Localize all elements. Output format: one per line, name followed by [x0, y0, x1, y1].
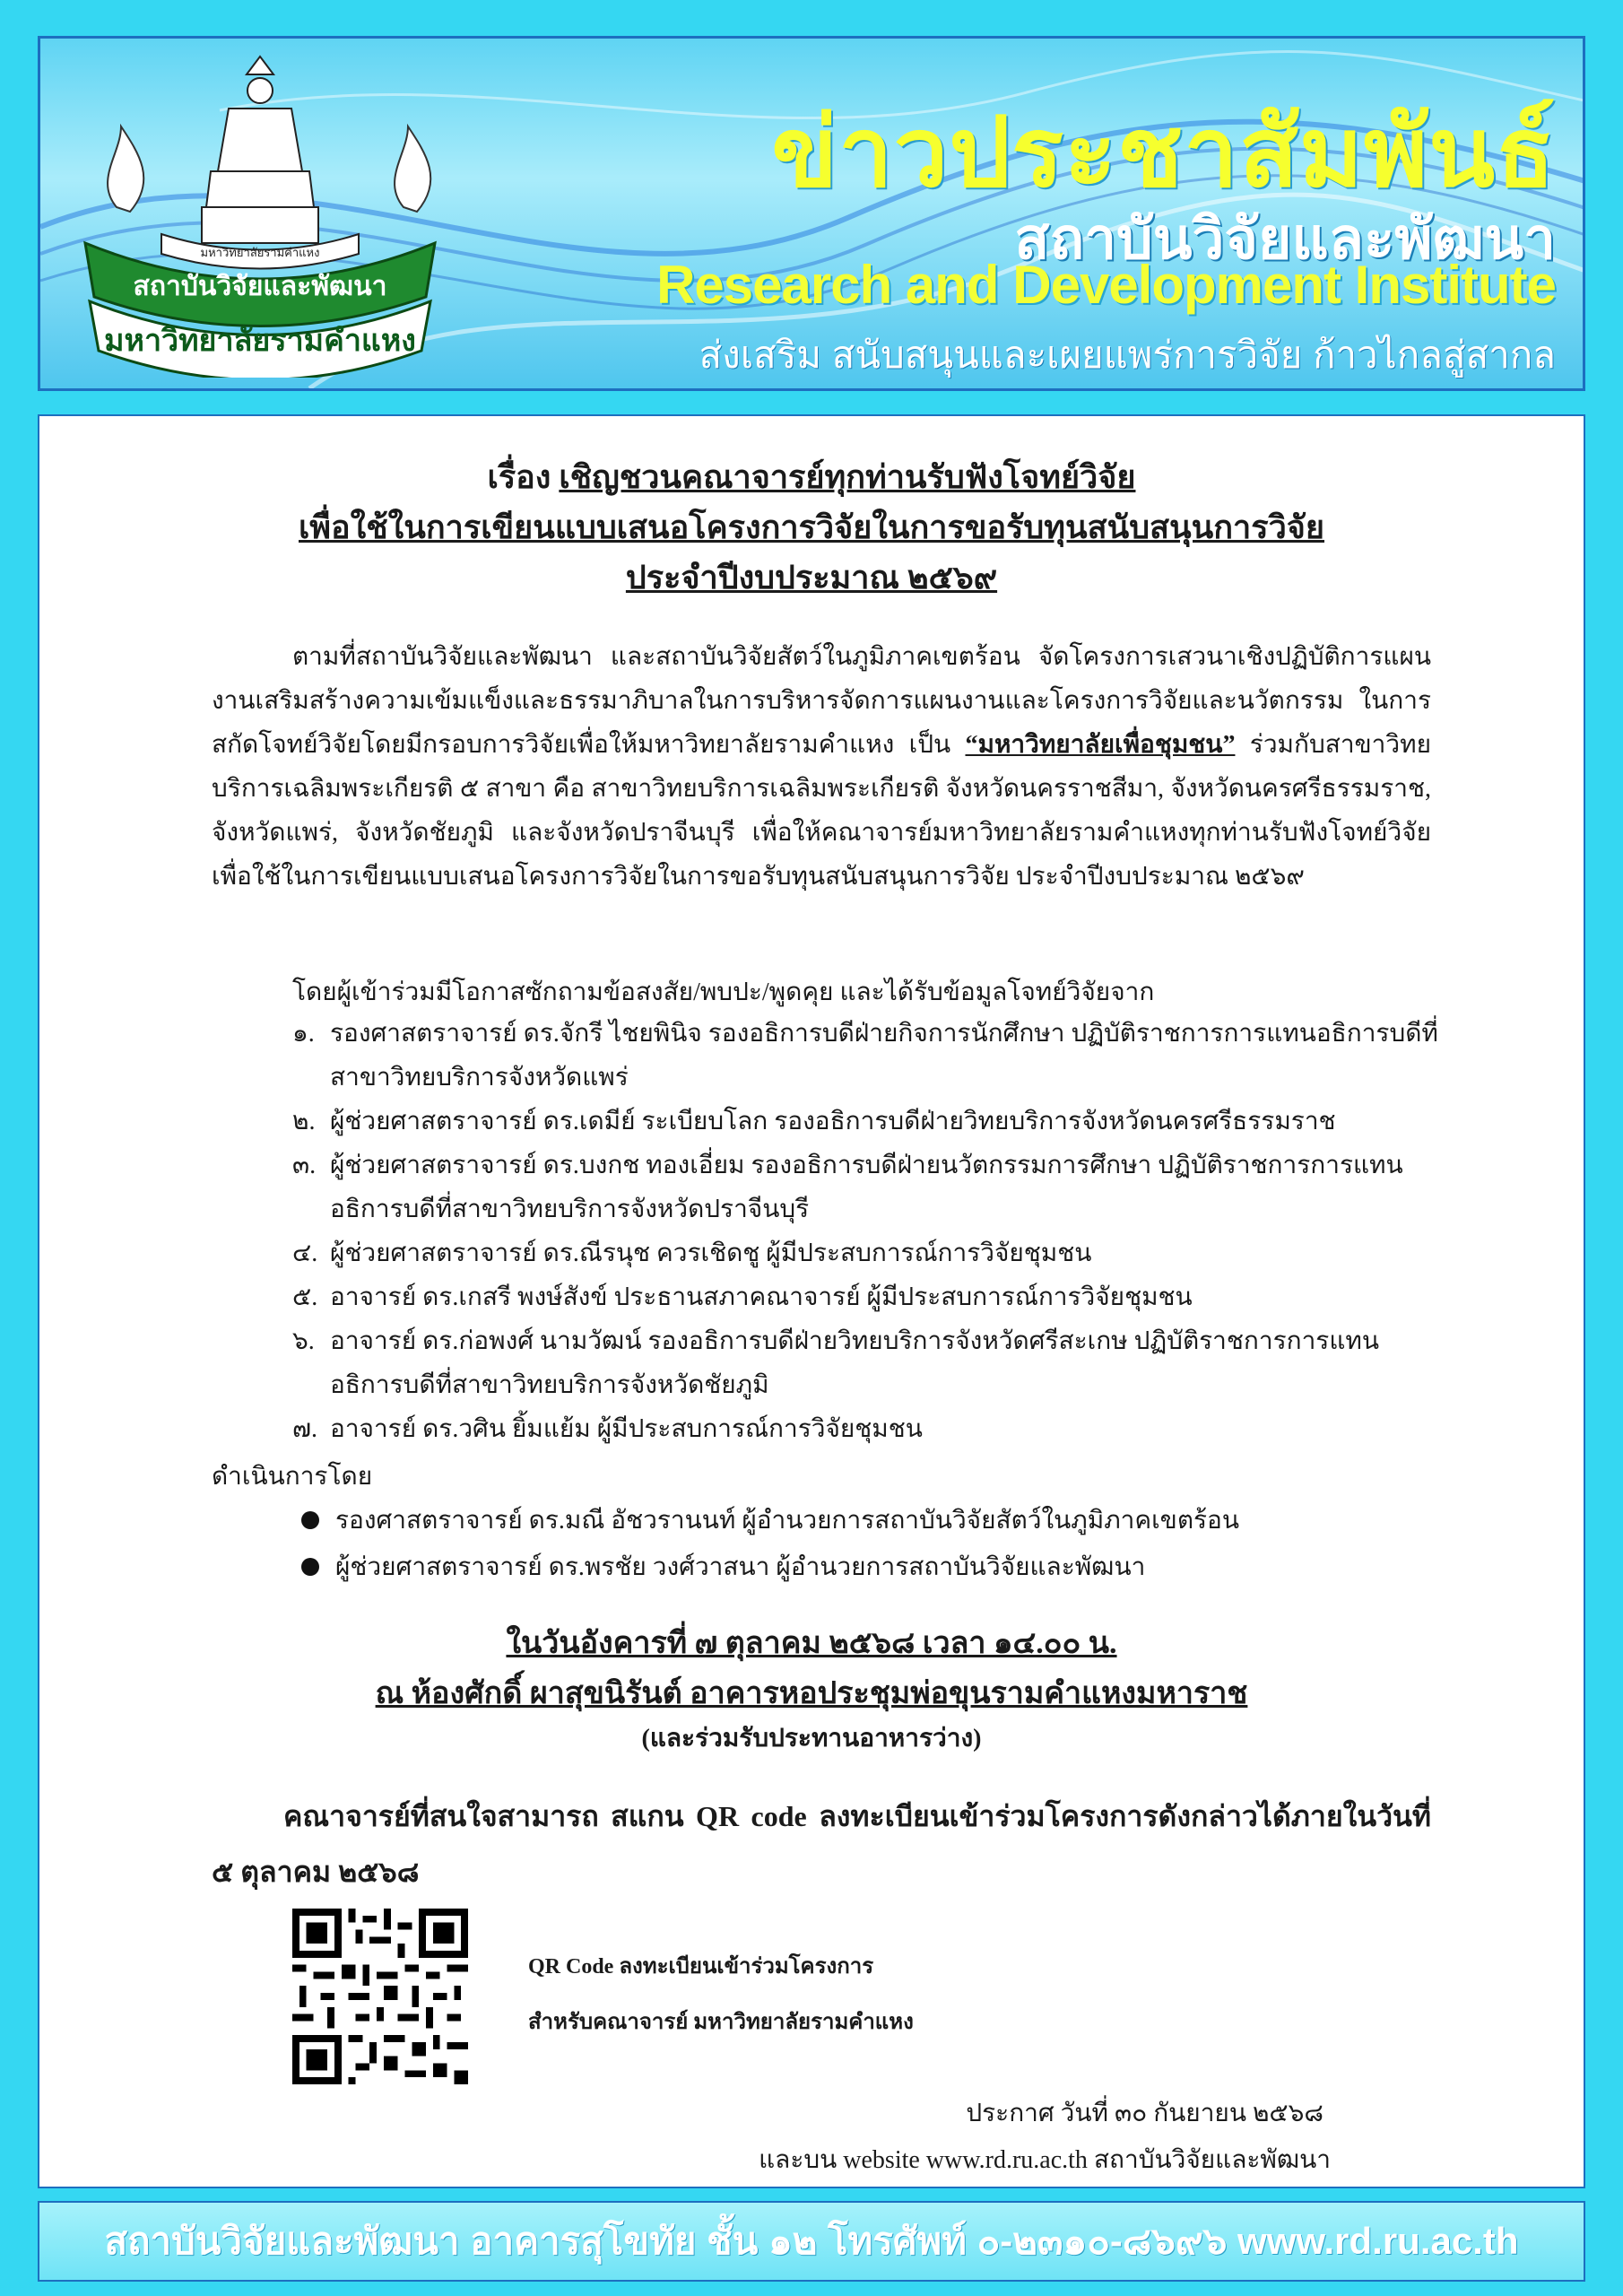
- intro-paragraph: [212, 635, 1431, 899]
- operated-by-label: ดำเนินการโดย: [212, 1463, 373, 1491]
- title-line-1: [39, 452, 1584, 502]
- intro-text-b: ร่วมกับสาขาวิทยบริการเฉลิมพระเกียรติ ๕ สาขา คือ สาขาวิทยบริการเฉลิมพระเกียรติ จังหวัดนครราชสีมา, จังหวัดนครศรีธรรมราช, จังหวัดแพร่, จังหวัดชัยภูมิ และจังหวัดปราจีนบุรี เพื่อให้คณาจารย์มหาวิทยาลัยรามคำแหงทุกท่านรับฟังโจทย์วิจัย เพื่อใช้ในการเขียนแบบเสนอโครงการวิจัยในการขอรับทุนสนับสนุนการวิจัย ประจำปีงบประมาณ ๒๕๖๙: [212, 731, 1431, 891]
- operator-text: ผู้ช่วยศาสตราจารย์ ดร.พรชัย วงศ์วาสนา ผู้อำนวยการสถาบันวิจัยและพัฒนา: [335, 1553, 1146, 1581]
- speaker-number: ๒.: [292, 1108, 316, 1135]
- qr-caption-2: สำหรับคณาจารย์ มหาวิทยาลัยรามคำแหง: [528, 2011, 914, 2034]
- speaker-text: รองศาสตราจารย์ ดร.จักรี ไชยพินิจ รองอธิการบดีฝ่ายกิจการนักศึกษา ปฏิบัติราชการการแทนอธิการบดีที่สาขาวิทยบริการจังหวัดแพร่: [330, 1020, 1438, 1091]
- event-date-text: ในวันอังคารที่ ๗ ตุลาคม ๒๕๖๘ เวลา ๑๔.๐๐ น.: [506, 1627, 1117, 1660]
- intro-text-a: ตามที่สถาบันวิจัยและพัฒนา และสถาบันวิจัยสัตว์ในภูมิภาคเขตร้อน จัดโครงการเสวนาเชิงปฏิบัติการแผนงานเสริมสร้างความเข้มแข็งและธรรมาภิบาลในการบริหารจัดการแผนงานและโครงการวิจัยและนวัตกรรม ในการสกัดโจทย์วิจัยโดยมีกรอบการวิจัยเพื่อให้มหาวิทยาลัยรามคำแหง เป็น: [212, 643, 1431, 759]
- announce-date: ประกาศ วันที่ ๓๐ กันยายน ๒๕๖๘: [966, 2100, 1324, 2127]
- logo-ribbon-small-text: มหาวิทยาลัยรามคำแหง: [200, 247, 320, 260]
- qr-code-icon[interactable]: [292, 1909, 468, 2084]
- speaker-text: อาจารย์ ดร.เกสรี พงษ์สังข์ ประธานสภาคณาจารย์ ผู้มีประสบการณ์การวิจัยชุมชน: [330, 1283, 1193, 1311]
- speaker-number: ๔.: [292, 1239, 318, 1267]
- notice-title: [39, 452, 1584, 603]
- intro-emphasis: “มหาวิทยาลัยเพื่อชุมชน”: [965, 731, 1236, 759]
- university-logo: [67, 55, 453, 378]
- notice-panel: [38, 414, 1585, 2188]
- banner-institute-th: สถาบันวิจัยและพัฒนา: [1014, 206, 1556, 271]
- operator-item: [301, 1544, 1239, 1591]
- speaker-text: ผู้ช่วยศาสตราจารย์ ดร.ณีรนุช ควรเชิดชู ผู้มีประสบการณ์การวิจัยชุมชน: [330, 1239, 1092, 1267]
- bullet-icon: [301, 1558, 319, 1576]
- speaker-number: ๕.: [292, 1283, 318, 1311]
- speaker-text: อาจารย์ ดร.วศิน ยิ้มแย้ม ผู้มีประสบการณ์การวิจัยชุมชน: [330, 1415, 923, 1443]
- speaker-number: ๖.: [292, 1327, 315, 1355]
- speaker-number: ๓.: [292, 1152, 317, 1179]
- operator-text: รองศาสตราจารย์ ดร.มณี อัชวรานนท์ ผู้อำนวยการสถาบันวิจัยสัตว์ในภูมิภาคเขตร้อน: [335, 1507, 1239, 1535]
- speaker-item: [292, 1100, 1440, 1144]
- banner-institute-en: Research and Development Institute: [656, 255, 1556, 315]
- speaker-number: ๗.: [292, 1415, 318, 1443]
- footer-contact-bar: สถาบันวิจัยและพัฒนา อาคารสุโขทัย ชั้น ๑๒ โทรศัพท์ ๐-๒๓๑๐-๘๖๙๖ www.rd.ru.ac.th: [38, 2201, 1585, 2282]
- speaker-list: [292, 1012, 1440, 1451]
- announce-website: และบน website www.rd.ru.ac.th สถาบันวิจัยและพัฒนา: [759, 2146, 1331, 2174]
- logo-ribbon-green-text: สถาบันวิจัยและพัฒนา: [133, 271, 387, 302]
- event-note: (และร่วมรับประทานอาหารว่าง): [641, 1725, 982, 1752]
- qr-caption-1: QR Code ลงทะเบียนเข้าร่วมโครงการ: [528, 1955, 874, 1979]
- bullet-icon: [301, 1511, 319, 1529]
- speaker-number: ๑.: [292, 1020, 315, 1048]
- event-place: [39, 1668, 1584, 1717]
- registration-text: คณาจารย์ที่สนใจสามารถ สแกน QR code ลงทะเบียนเข้าร่วมโครงการดังกล่าวได้ภายในวันที่ ๕ ตุลาคม ๒๕๖๘: [212, 1800, 1431, 1888]
- speaker-item: [292, 1012, 1440, 1100]
- logo-ribbon-bottom-text: มหาวิทยาลัยรามคำแหง: [104, 323, 416, 359]
- operator-list: [301, 1498, 1239, 1591]
- speaker-text: ผู้ช่วยศาสตราจารย์ ดร.เดมีย์ ระเบียบโลก รองอธิการบดีฝ่ายวิทยบริการจังหวัดนครศรีธรรมราช: [330, 1108, 1336, 1135]
- speaker-item: [292, 1319, 1440, 1407]
- event-place-text: ณ ห้องศักดิ์ ผาสุขนิรันต์ อาคารหอประชุมพ่อขุนรามคำแหงมหาราช: [375, 1677, 1248, 1710]
- title-text-1: เชิญชวนคณาจารย์ทุกท่านรับฟังโจทย์วิจัย: [559, 459, 1136, 495]
- speaker-item: [292, 1407, 1440, 1451]
- speaker-item: [292, 1231, 1440, 1275]
- speakers-intro: โดยผู้เข้าร่วมมีโอกาสซักถามข้อสงสัย/พบปะ/พูดคุย และได้รับข้อมูลโจทย์วิจัยจาก: [292, 978, 1155, 1006]
- header-banner: [38, 36, 1585, 391]
- banner-title: ข่าวประชาสัมพันธ์: [771, 98, 1556, 206]
- speaker-text: ผู้ช่วยศาสตราจารย์ ดร.บงกช ทองเอี่ยม รองอธิการบดีฝ่ายนวัตกรรมการศึกษา ปฏิบัติราชการการแทนอธิการบดีที่สาขาวิทยบริการจังหวัดปราจีนบุรี: [330, 1152, 1403, 1223]
- operator-item: [301, 1498, 1239, 1544]
- speaker-item: [292, 1275, 1440, 1319]
- banner-slogan: ส่งเสริม สนับสนุนและเผยแพร่การวิจัย ก้าวไกลสู่สากล: [699, 334, 1556, 376]
- speaker-text: อาจารย์ ดร.ก่อพงศ์ นามวัฒน์ รองอธิการบดีฝ่ายวิทยบริการจังหวัดศรีสะเกษ ปฏิบัติราชการการแทนอธิการบดีที่สาขาวิทยบริการจังหวัดชัยภูมิ: [330, 1327, 1379, 1399]
- event-date: [39, 1618, 1584, 1666]
- title-line-3: ประจำปีงบประมาณ ๒๕๖๙: [625, 560, 998, 596]
- title-prefix: เรื่อง: [487, 459, 551, 495]
- title-line-2: เพื่อใช้ในการเขียนแบบเสนอโครงการวิจัยในการขอรับทุนสนับสนุนการวิจัย: [299, 509, 1324, 545]
- speaker-item: [292, 1144, 1440, 1231]
